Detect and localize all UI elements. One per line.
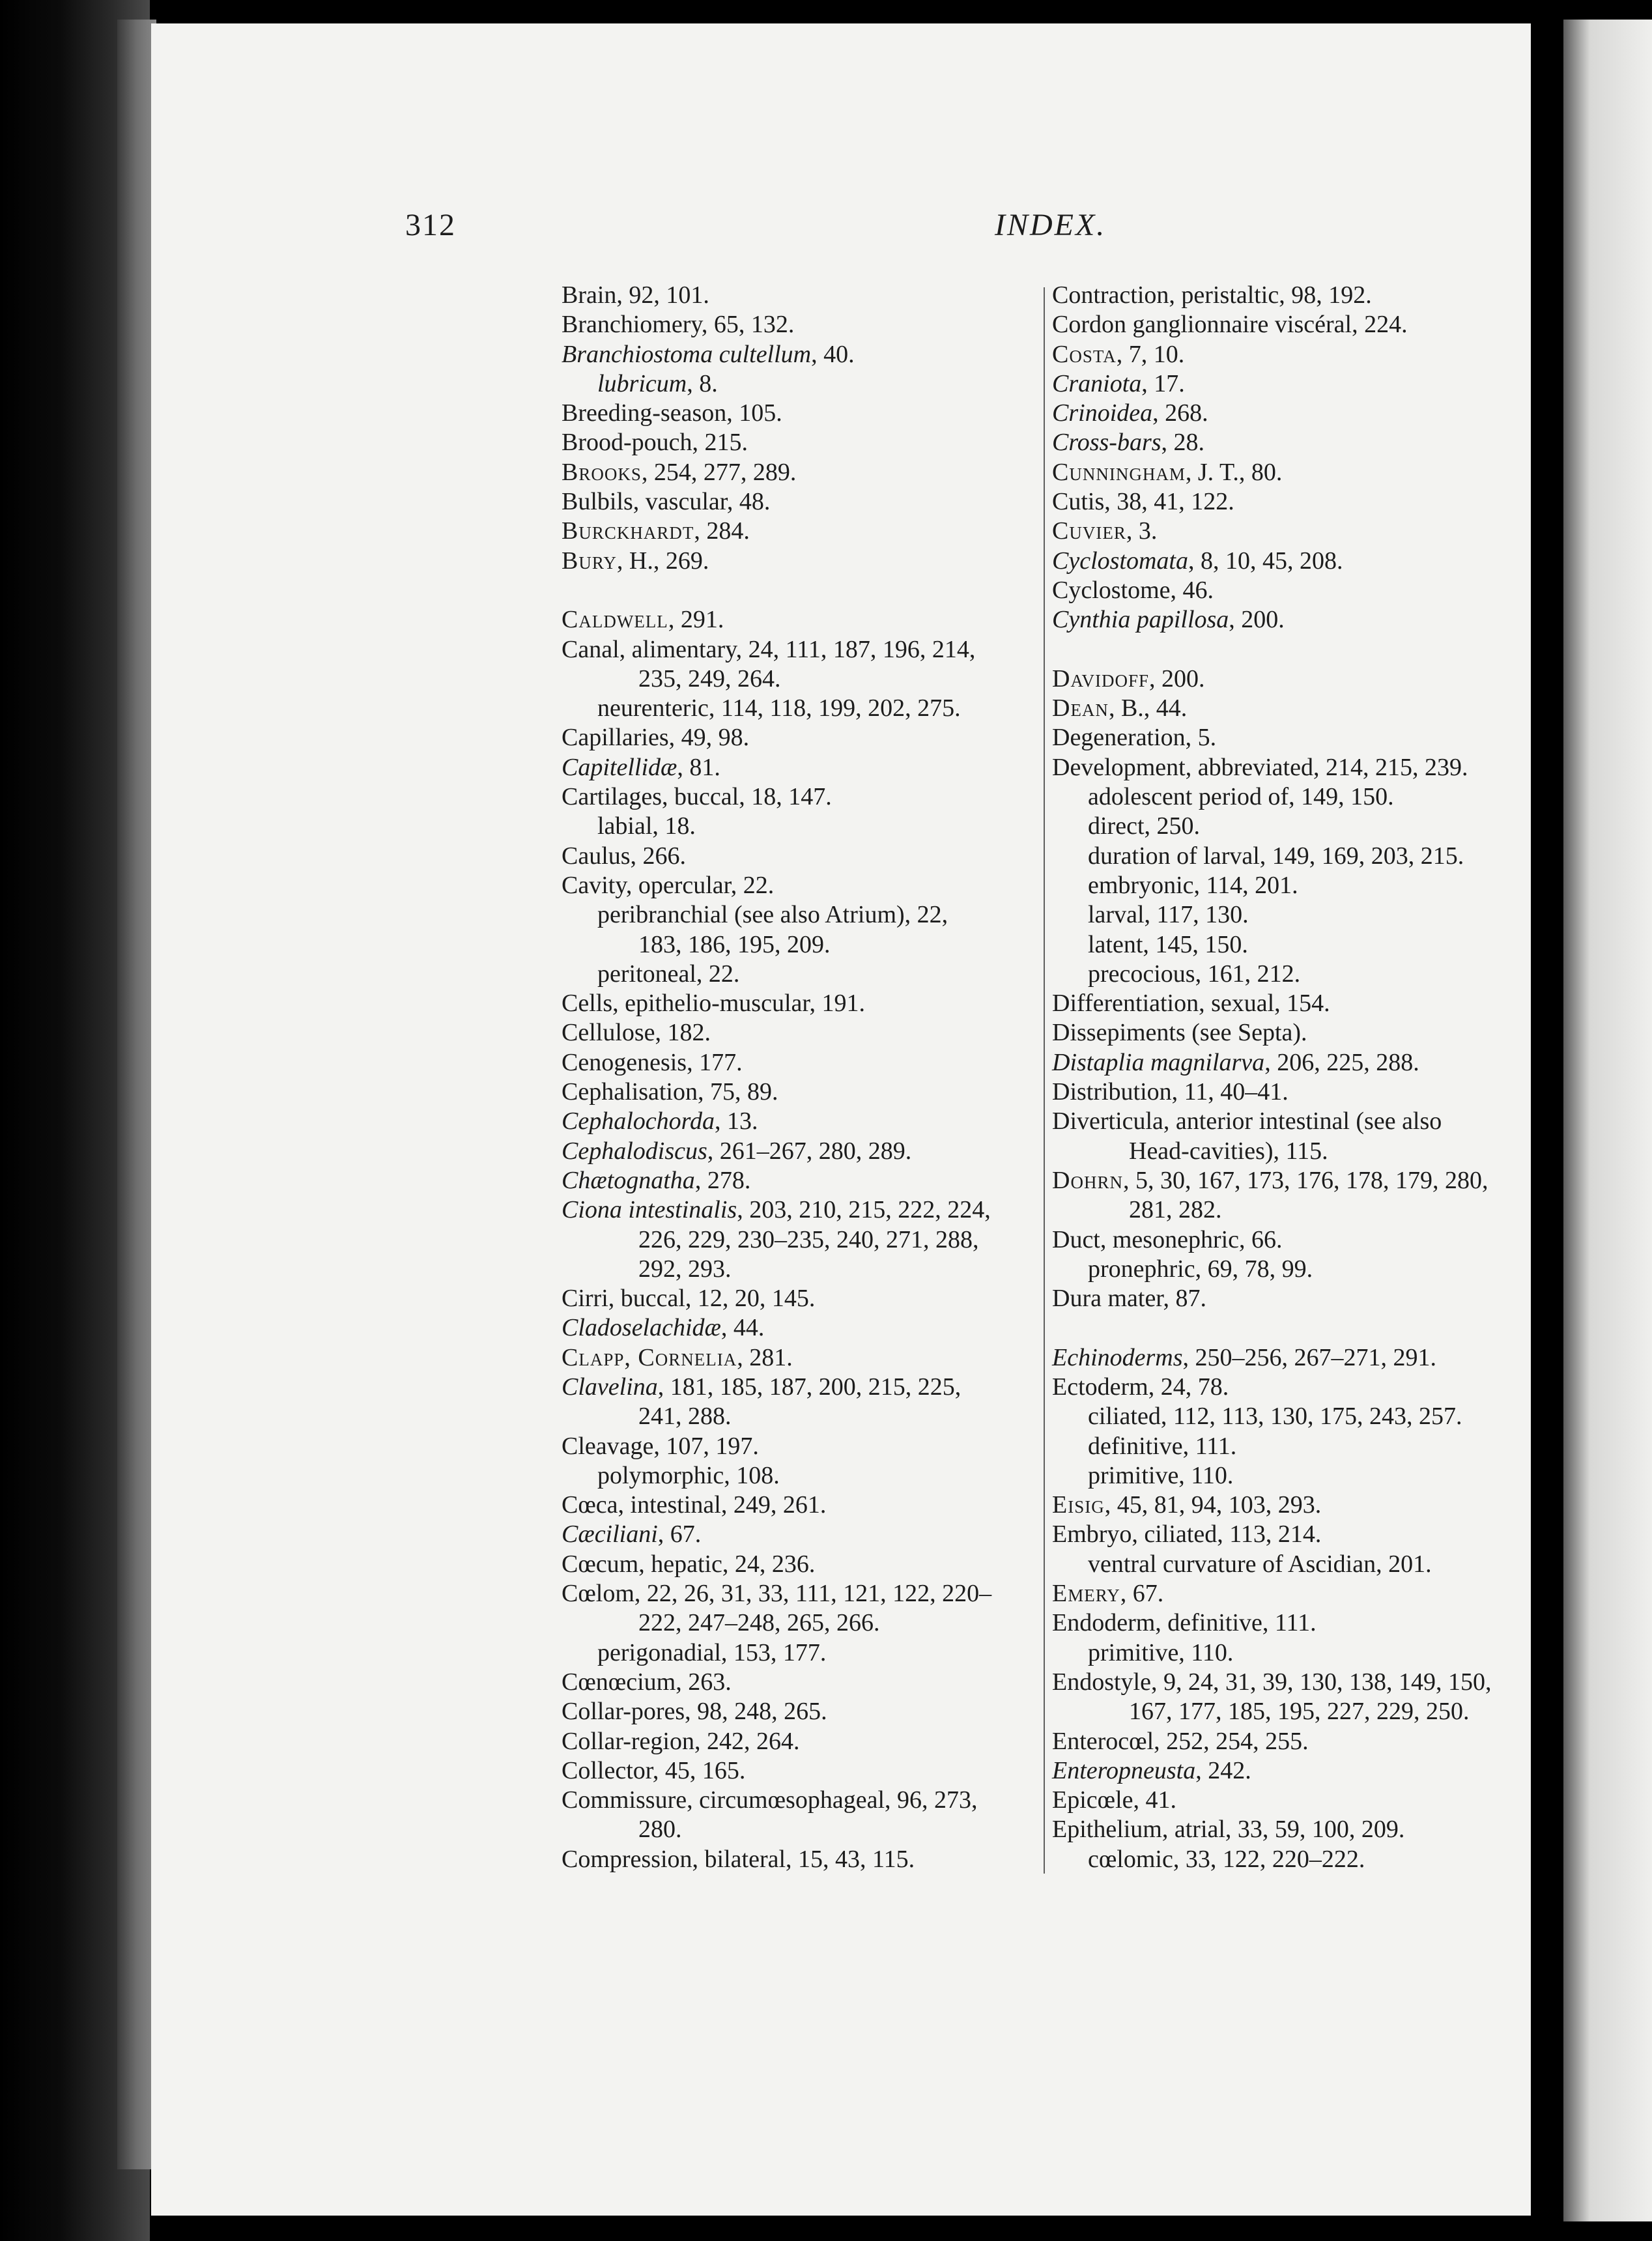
index-entry (1052, 1756, 1521, 1786)
index-entry (1052, 1520, 1521, 1549)
index-entry (562, 1166, 1044, 1195)
index-text: 183, 186, 195, 209. (638, 930, 831, 958)
index-subentry (562, 1461, 1044, 1491)
index-entry (562, 989, 1044, 1018)
index-text: Burckhardt (562, 517, 694, 545)
index-subentry (1052, 842, 1521, 871)
index-continuation (562, 1608, 1044, 1638)
page-number: 312 (405, 208, 456, 242)
index-entry (562, 605, 1044, 635)
index-text: , 3. (1126, 517, 1158, 545)
index-text: Canal, alimentary, 24, 111, 187, 196, 214, (562, 635, 976, 663)
index-subentry (1052, 1402, 1521, 1431)
index-entry (1052, 1048, 1521, 1078)
index-text: Crinoidea (1052, 399, 1153, 427)
index-text: Brooks (562, 458, 642, 486)
index-text: , 8, 10, 45, 208. (1188, 547, 1343, 575)
index-entry (562, 871, 1044, 900)
index-continuation (562, 1402, 1044, 1431)
index-subentry (562, 369, 1044, 399)
index-text: embryonic, 114, 201. (1088, 871, 1298, 899)
index-text: Cunningham (1052, 458, 1186, 486)
index-text: Caldwell (562, 606, 668, 634)
index-text: , 81. (677, 753, 720, 781)
index-text: , 261–267, 280, 289. (707, 1137, 912, 1165)
index-text: Cartilages, buccal, 18, 147. (562, 783, 832, 811)
index-text: Eisig (1052, 1491, 1105, 1519)
book-page (151, 23, 1531, 2216)
index-entry (562, 487, 1044, 517)
index-entry (562, 399, 1044, 428)
index-text: perigonadial, 153, 177. (597, 1638, 827, 1666)
index-text: Embryo, ciliated, 113, 214. (1052, 1520, 1322, 1549)
index-entry (562, 842, 1044, 871)
index-entry (562, 458, 1044, 487)
index-text: , 45, 81, 94, 103, 293. (1104, 1491, 1322, 1519)
index-text: Cladoselachidæ (562, 1314, 721, 1342)
index-text: Contraction, peristaltic, 98, 192. (1052, 281, 1372, 309)
index-entry (1052, 340, 1521, 369)
index-entry (1052, 1166, 1521, 1195)
index-continuation (562, 1255, 1044, 1284)
index-subentry (1052, 871, 1521, 900)
index-entry (1052, 694, 1521, 723)
index-text: Enterocœl, 252, 254, 255. (1052, 1727, 1309, 1755)
index-entry (1052, 1579, 1521, 1608)
index-entry (1052, 1284, 1521, 1313)
index-subentry (562, 1638, 1044, 1668)
index-text: Cœnœcium, 263. (562, 1668, 732, 1696)
book-binding-edge (117, 20, 156, 2169)
index-text: Breeding-season, 105. (562, 399, 782, 427)
index-subentry (1052, 960, 1521, 989)
index-text: Cyclostomata (1052, 547, 1188, 575)
index-text: Cleavage, 107, 197. (562, 1432, 759, 1460)
index-text: definitive, 111. (1088, 1432, 1237, 1460)
index-entry (562, 723, 1044, 752)
index-text: , 17. (1141, 369, 1185, 397)
index-text: 222, 247–248, 265, 266. (638, 1609, 880, 1637)
index-text: , 200. (1148, 664, 1205, 692)
index-text: Cephalochorda (562, 1107, 715, 1135)
index-text: labial, 18. (597, 812, 696, 840)
index-text: Cutis, 38, 41, 122. (1052, 488, 1234, 516)
index-text: Dean (1052, 694, 1109, 722)
index-entry (1052, 1786, 1521, 1815)
index-text: Development, abbreviated, 214, 215, 239. (1052, 753, 1468, 781)
index-text: peritoneal, 22. (597, 960, 740, 988)
index-text: Capillaries, 49, 98. (562, 724, 750, 752)
index-entry (562, 1107, 1044, 1136)
index-text: Cœlom, 22, 26, 31, 33, 111, 121, 122, 220– (562, 1580, 992, 1608)
index-entry (1052, 1107, 1521, 1136)
index-continuation (1052, 1697, 1521, 1726)
index-text: ciliated, 112, 113, 130, 175, 243, 257. (1088, 1403, 1462, 1431)
index-text: , J. T., 80. (1185, 458, 1283, 486)
index-text: Bury (562, 547, 617, 575)
index-entry (1052, 1343, 1521, 1373)
index-text: Degeneration, 5. (1052, 724, 1217, 752)
index-text: , 254, 277, 289. (641, 458, 797, 486)
index-subentry (1052, 930, 1521, 960)
index-text: , 13. (715, 1107, 758, 1135)
index-text: 281, 282. (1129, 1196, 1222, 1224)
index-text: Emery (1052, 1580, 1120, 1608)
index-entry (562, 1786, 1044, 1815)
index-text: 292, 293. (638, 1255, 732, 1283)
index-text: 167, 177, 185, 195, 227, 229, 250. (1129, 1698, 1470, 1726)
index-entry (1052, 399, 1521, 428)
index-text: , 200. (1229, 606, 1285, 634)
index-text: Branchiomery, 65, 132. (562, 311, 795, 339)
index-subentry (1052, 812, 1521, 841)
index-text: , 242. (1195, 1756, 1251, 1784)
index-subentry (1052, 1550, 1521, 1579)
index-entry (1052, 281, 1521, 310)
index-entry (1052, 1491, 1521, 1520)
index-text: latent, 145, 150. (1088, 930, 1248, 958)
index-text: Clavelina (562, 1373, 658, 1401)
index-text: precocious, 161, 212. (1088, 960, 1301, 988)
index-text: Ectoderm, 24, 78. (1052, 1373, 1229, 1401)
index-entry (562, 782, 1044, 812)
index-text: neurenteric, 114, 118, 199, 202, 275. (597, 694, 961, 722)
index-entry (562, 1432, 1044, 1461)
index-entry (562, 428, 1044, 457)
section-gap (562, 576, 1044, 605)
page-header (151, 207, 1531, 246)
index-text: Cuvier (1052, 517, 1126, 545)
index-entry (1052, 1727, 1521, 1756)
index-text: duration of larval, 149, 169, 203, 215. (1088, 842, 1464, 870)
index-text: lubricum (597, 369, 687, 397)
index-text: Capitellidæ (562, 753, 677, 781)
index-text: Cells, epithelio-muscular, 191. (562, 990, 866, 1018)
index-subentry (1052, 1255, 1521, 1284)
index-text: Craniota (1052, 369, 1142, 397)
index-entry (562, 1520, 1044, 1549)
index-entry (1052, 310, 1521, 339)
index-subentry (1052, 1432, 1521, 1461)
index-entry (1052, 487, 1521, 517)
index-text: , 44. (720, 1314, 765, 1342)
index-text: 241, 288. (638, 1403, 732, 1431)
index-entry (562, 1137, 1044, 1166)
index-text: Compression, bilateral, 15, 43, 115. (562, 1845, 915, 1873)
index-column-left (562, 281, 1044, 1874)
index-entry (562, 635, 1044, 664)
index-entry (562, 1195, 1044, 1225)
index-entry (562, 1284, 1044, 1313)
index-entry (1052, 1815, 1521, 1844)
adjacent-page-edge (1563, 20, 1652, 2221)
index-text: Cynthia papillosa (1052, 606, 1229, 634)
index-text: , 181, 185, 187, 200, 215, 225, (657, 1373, 961, 1401)
index-text: Epicœle, 41. (1052, 1786, 1177, 1814)
index-subentry (1052, 1461, 1521, 1491)
index-column-right (1052, 281, 1521, 1874)
index-entry (562, 517, 1044, 546)
index-text: Davidoff (1052, 664, 1149, 692)
index-text: Cyclostome, 46. (1052, 576, 1214, 604)
index-text: Dohrn (1052, 1166, 1123, 1194)
index-entry (1052, 989, 1521, 1018)
index-continuation (562, 664, 1044, 694)
index-entry (562, 1756, 1044, 1786)
index-text: , 67. (657, 1520, 702, 1549)
index-text: , 268. (1152, 399, 1208, 427)
index-entry (1052, 605, 1521, 635)
index-entry (562, 547, 1044, 576)
index-entry (562, 1668, 1044, 1697)
index-text: Bulbils, vascular, 48. (562, 488, 771, 516)
index-text: direct, 250. (1088, 812, 1201, 840)
index-text: , 291. (668, 606, 724, 634)
section-gap (1052, 1313, 1521, 1343)
index-text: Commissure, circumœsophageal, 96, 273, (562, 1786, 978, 1814)
index-entry (562, 340, 1044, 369)
index-text: , 5, 30, 167, 173, 176, 178, 179, 280, (1122, 1166, 1488, 1194)
index-text: , 67. (1120, 1580, 1164, 1608)
index-entry (562, 1579, 1044, 1608)
index-text: adolescent period of, 149, 150. (1088, 783, 1394, 811)
index-text: Collector, 45, 165. (562, 1756, 746, 1784)
index-text: Clapp, Cornelia (562, 1343, 737, 1371)
index-text: , 206, 225, 288. (1264, 1048, 1419, 1076)
index-entry (562, 1078, 1044, 1107)
index-entry (1052, 428, 1521, 457)
index-text: Brain, 92, 101. (562, 281, 709, 309)
index-text: , 278. (694, 1166, 751, 1194)
index-text: Differentiation, sexual, 154. (1052, 990, 1330, 1018)
index-text: larval, 117, 130. (1088, 901, 1249, 929)
index-text: , 8. (687, 369, 718, 397)
index-text: Echinoderms (1052, 1343, 1183, 1371)
index-entry (562, 1845, 1044, 1874)
index-entry (1052, 369, 1521, 399)
index-entry (562, 1048, 1044, 1078)
index-entry (562, 1550, 1044, 1579)
index-text: Distaplia magnilarva (1052, 1048, 1265, 1076)
index-continuation (1052, 1195, 1521, 1225)
index-entry (1052, 753, 1521, 782)
index-text: Cellulose, 182. (562, 1019, 711, 1047)
index-text: Costa (1052, 340, 1117, 368)
index-continuation (562, 1815, 1044, 1844)
index-text: , 7, 10. (1116, 340, 1185, 368)
index-text: , 203, 210, 215, 222, 224, (737, 1196, 991, 1224)
index-text: , 250–256, 267–271, 291. (1182, 1343, 1437, 1371)
index-text: Cœca, intestinal, 249, 261. (562, 1491, 827, 1519)
index-text: Cephalisation, 75, 89. (562, 1078, 778, 1106)
index-text: , 28. (1161, 429, 1205, 457)
index-subentry (1052, 1638, 1521, 1668)
index-entry (562, 1491, 1044, 1520)
index-text: Dissepiments (see Septa). (1052, 1019, 1307, 1047)
index-entry (1052, 1608, 1521, 1638)
index-entry (1052, 1225, 1521, 1255)
index-entry (1052, 1018, 1521, 1048)
index-entry (1052, 517, 1521, 546)
index-entry (562, 310, 1044, 339)
index-text: Cœcum, hepatic, 24, 236. (562, 1550, 816, 1578)
index-text: Head-cavities), 115. (1129, 1137, 1328, 1165)
index-continuation (562, 930, 1044, 960)
index-subentry (562, 900, 1044, 930)
index-text: , B., 44. (1108, 694, 1188, 722)
index-text: , 281. (737, 1343, 793, 1371)
index-entry (1052, 664, 1521, 694)
index-text: Epithelium, atrial, 33, 59, 100, 209. (1052, 1816, 1405, 1844)
index-text: Caulus, 266. (562, 842, 687, 870)
index-entry (562, 753, 1044, 782)
index-entry (562, 1697, 1044, 1726)
index-entry (562, 1343, 1044, 1373)
index-entry (562, 1727, 1044, 1756)
index-text: Cephalodiscus (562, 1137, 707, 1165)
index-text: peribranchial (see also Atrium), 22, (597, 901, 948, 929)
index-entry (1052, 547, 1521, 576)
index-text: Brood-pouch, 215. (562, 429, 748, 457)
index-text: pronephric, 69, 78, 99. (1088, 1255, 1313, 1283)
index-subentry (1052, 900, 1521, 930)
index-text: Cross-bars (1052, 429, 1161, 457)
index-continuation (1052, 1137, 1521, 1166)
index-text: Dura mater, 87. (1052, 1285, 1206, 1313)
index-text: Branchiostoma cultellum (562, 340, 812, 368)
index-text: primitive, 110. (1088, 1461, 1234, 1489)
index-continuation (562, 1225, 1044, 1255)
index-subentry (1052, 1845, 1521, 1874)
running-head: INDEX. (995, 208, 1107, 242)
index-text: Distribution, 11, 40–41. (1052, 1078, 1289, 1106)
index-entry (1052, 458, 1521, 487)
index-text: Cordon ganglionnaire viscéral, 224. (1052, 311, 1408, 339)
index-text: ventral curvature of Ascidian, 201. (1088, 1550, 1432, 1578)
index-text: Chætognatha (562, 1166, 695, 1194)
index-entry (562, 1018, 1044, 1048)
index-text: primitive, 110. (1088, 1638, 1234, 1666)
index-subentry (562, 812, 1044, 841)
index-subentry (1052, 782, 1521, 812)
section-gap (1052, 635, 1521, 664)
column-divider (1044, 287, 1045, 1874)
index-text: Cenogenesis, 177. (562, 1048, 743, 1076)
index-text: 280. (638, 1816, 682, 1844)
index-entry (1052, 723, 1521, 752)
index-text: 235, 249, 264. (638, 664, 781, 692)
index-text: Endostyle, 9, 24, 31, 39, 130, 138, 149, 150, (1052, 1668, 1492, 1696)
index-text: Ciona intestinalis (562, 1196, 737, 1224)
index-text: Endoderm, definitive, 111. (1052, 1609, 1317, 1637)
index-subentry (562, 960, 1044, 989)
index-entry (562, 281, 1044, 310)
index-text: , H., 269. (616, 547, 709, 575)
index-text: , 284. (694, 517, 750, 545)
index-entry (1052, 1078, 1521, 1107)
index-text: Collar-region, 242, 264. (562, 1727, 800, 1755)
index-text: Cavity, opercular, 22. (562, 871, 775, 899)
index-text: Diverticula, anterior intestinal (see also (1052, 1107, 1442, 1135)
index-text: Duct, mesonephric, 66. (1052, 1225, 1283, 1253)
index-entry (1052, 576, 1521, 605)
index-entry (1052, 1373, 1521, 1402)
index-entry (1052, 1668, 1521, 1697)
index-entry (562, 1313, 1044, 1343)
index-text: Cæciliani (562, 1520, 658, 1549)
index-text: polymorphic, 108. (597, 1461, 780, 1489)
index-text: 226, 229, 230–235, 240, 271, 288, (638, 1225, 979, 1253)
index-text: , 40. (811, 340, 855, 368)
index-text: Enteropneusta (1052, 1756, 1196, 1784)
index-text: Collar-pores, 98, 248, 265. (562, 1698, 827, 1726)
index-text: Cirri, buccal, 12, 20, 145. (562, 1285, 816, 1313)
index-subentry (562, 694, 1044, 723)
index-text: cœlomic, 33, 122, 220–222. (1088, 1845, 1365, 1873)
index-entry (562, 1373, 1044, 1402)
